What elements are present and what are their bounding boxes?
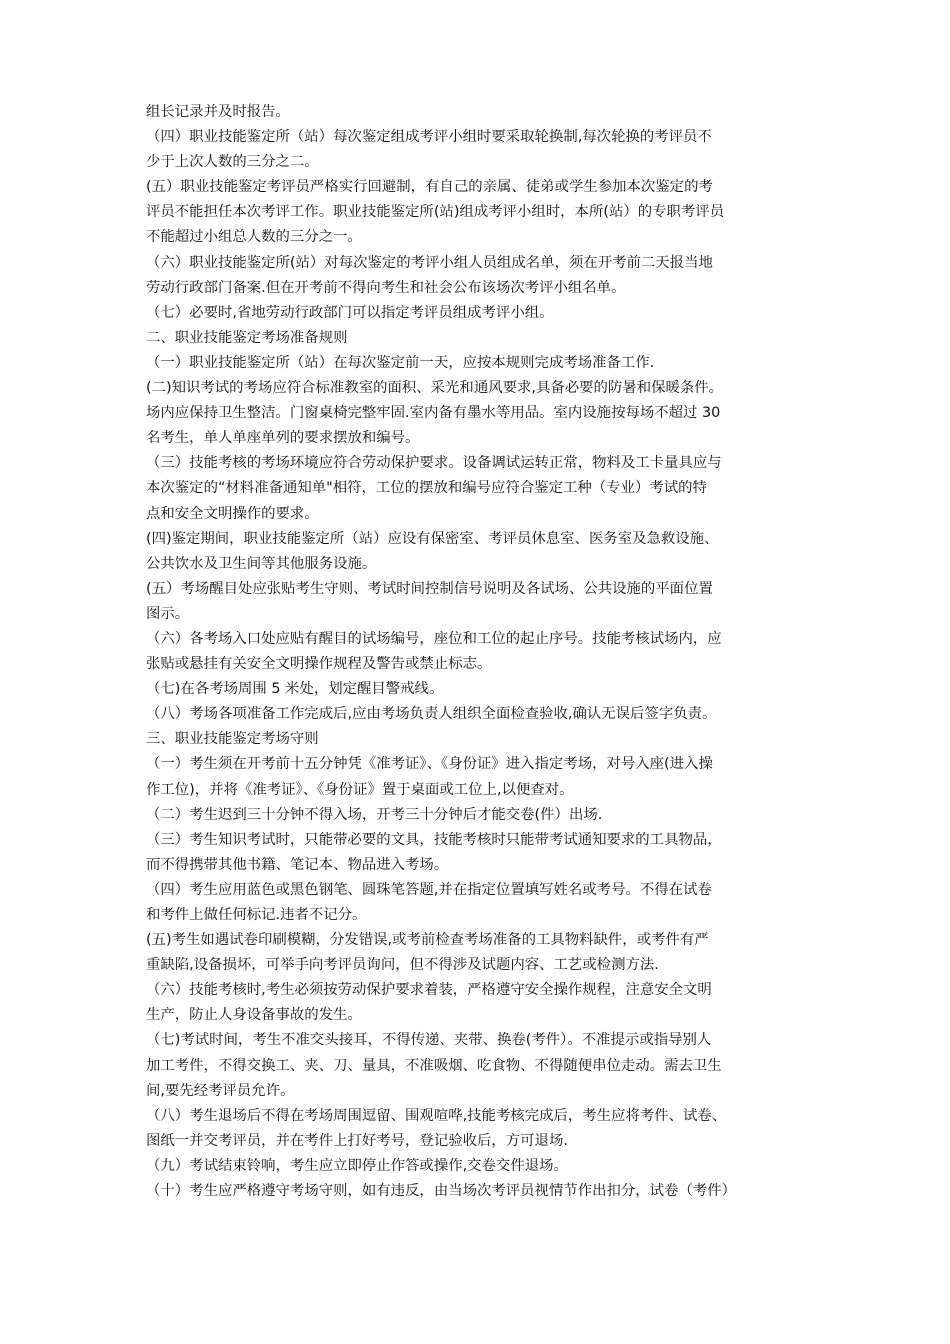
text-line: 作工位)，并将《准考证》、《身份证》置于桌面或工位上,以便查对。 <box>146 781 574 798</box>
text-line: 间,要先经考评员允许。 <box>146 1082 295 1099</box>
text-line: 组长记录并及时报告。 <box>146 104 290 120</box>
text-line: 而不得携带其他书籍、笔记本、物品进入考场。 <box>146 856 449 873</box>
text-line: 三、职业技能鉴定考场守则 <box>146 731 319 748</box>
text-line: (五）考场醒目处应张贴考生守则、考试时间控制信号说明及各试场、公共设施的平面位置 <box>146 580 713 597</box>
text-line: （六）技能考核时,考生必须按劳动保护要求着装，严格遵守安全操作规程，注意安全文明 <box>146 982 712 999</box>
text-line: 本次鉴定的“材料准备通知单"相符，工位的摆放和编号应符合鉴定工种（专业）考试的特 <box>146 480 707 497</box>
text-line: 点和安全文明操作的要求。 <box>146 505 319 522</box>
text-line: 劳动行政部门备案.但在开考前不得向考生和社会公布该场次考评小组名单。 <box>146 279 626 296</box>
text-line: （一）考生须在开考前十五分钟凭《准考证》、《身份证》进入指定考场，对号入座(进入操 <box>146 756 713 773</box>
text-line: 张贴或悬挂有关安全文明操作规程及警告或禁止标志。 <box>146 656 492 673</box>
text-line: 图示。 <box>146 605 190 622</box>
text-line: （四）考生应用蓝色或黑色钢笔、圆珠笔答题,并在指定位置填写姓名或考号。不得在试卷 <box>146 881 712 898</box>
text-line: 生产，防止人身设备事故的发生。 <box>146 1007 362 1024</box>
text-line: （一）职业技能鉴定所（站）在每次鉴定前一天，应按本规则完成考场准备工作. <box>146 354 655 371</box>
text-line: （六）职业技能鉴定所(站）对每次鉴定的考评小组人员组成名单，须在开考前二天报当地 <box>146 254 713 271</box>
text-line: (五）职业技能鉴定考评员严格实行回避制，有自己的亲属、徒弟或学生参加本次鉴定的考 <box>146 179 713 196</box>
text-line: 少于上次人数的三分之二。 <box>146 154 319 171</box>
text-line: （八）考生退场后不得在考场周围逗留、围观喧哗,技能考核完成后，考生应将考件、试卷、 <box>146 1107 727 1124</box>
text-line: （七）必要时,省地劳动行政部门可以指定考评员组成考评小组。 <box>146 304 554 321</box>
text-line: 重缺陷,设备损坏，可举手向考评员询问，但不得涉及试题内容、工艺或检测方法. <box>146 957 659 974</box>
text-line: （八）考场各项准备工作完成后,应由考场负责人组织全面检查验收,确认无误后签字负责。 <box>146 706 717 723</box>
text-line: (四)鉴定期间，职业技能鉴定所（站）应设有保密室、考评员休息室、医务室及急救设施、 <box>146 530 719 547</box>
text-line: 不能超过小组总人数的三分之一。 <box>146 229 362 246</box>
document-page <box>146 100 814 1204</box>
text-line: 名考生，单人单座单列的要求摆放和编号。 <box>146 430 420 447</box>
text-line: （三）技能考核的考场环境应符合劳动保护要求。设备调试运转正常，物料及工卡量具应与 <box>146 455 722 472</box>
text-line: 评员不能担任本次考评工作。职业技能鉴定所(站)组成考评小组时，本所(站）的专职考评员 <box>146 204 725 221</box>
text-line: （七)在各考场周围 5 米处，划定醒目警戒线。 <box>146 681 444 698</box>
text-line: 加工考件，不得交换工、夹、刀、量具，不准吸烟、吃食物、不得随便串位走动。需去卫生 <box>146 1057 722 1074</box>
text-line: 公共饮水及卫生间等其他服务设施。 <box>146 555 377 572</box>
text-line: （二）考生迟到三十分钟不得入场，开考三十分钟后才能交卷(件）出场. <box>146 806 603 823</box>
text-line: （七)考试时间，考生不准交头接耳，不得传递、夹带、换卷(考件）。不准提示或指导别人 <box>146 1032 712 1049</box>
text-line: （九）考试结束铃响，考生应立即停止作答或操作,交卷交件退场。 <box>146 1157 568 1174</box>
text-line: （三）考生知识考试时，只能带必要的文具，技能考核时只能带考试通知要求的工具物品， <box>146 831 722 848</box>
text-line: 图纸一并交考评员，并在考件上打好考号，登记验收后，方可退场. <box>146 1132 568 1149</box>
text-line: 和考件上做任何标记.违者不记分。 <box>146 907 367 923</box>
text-line: (二)知识考试的考场应符合标准教室的面积、采光和通风要求,具备必要的防暑和保暖条件。 <box>146 380 724 397</box>
text-line: （六）各考场入口处应贴有醒目的试场编号，座位和工位的起止序号。技能考核试场内，应 <box>146 630 722 647</box>
text-line: （四）职业技能鉴定所（站）每次鉴定组成考评小组时要采取轮换制,每次轮换的考评员不 <box>146 129 712 146</box>
text-line: 场内应保持卫生整洁。门窗桌椅完整牢固.室内备有墨水等用品。室内设施按每场不超过 30 <box>146 405 721 422</box>
text-line: (五)考生如遇试卷印刷模糊，分发错误,或考前检查考场准备的工具物料缺件，或考件有严 <box>146 932 709 949</box>
text-line: 二、职业技能鉴定考场准备规则 <box>146 329 348 346</box>
text-line: （十）考生应严格遵守考场守则，如有违反，由当场次考评员视情节作出扣分，试卷（考件） <box>146 1183 737 1200</box>
